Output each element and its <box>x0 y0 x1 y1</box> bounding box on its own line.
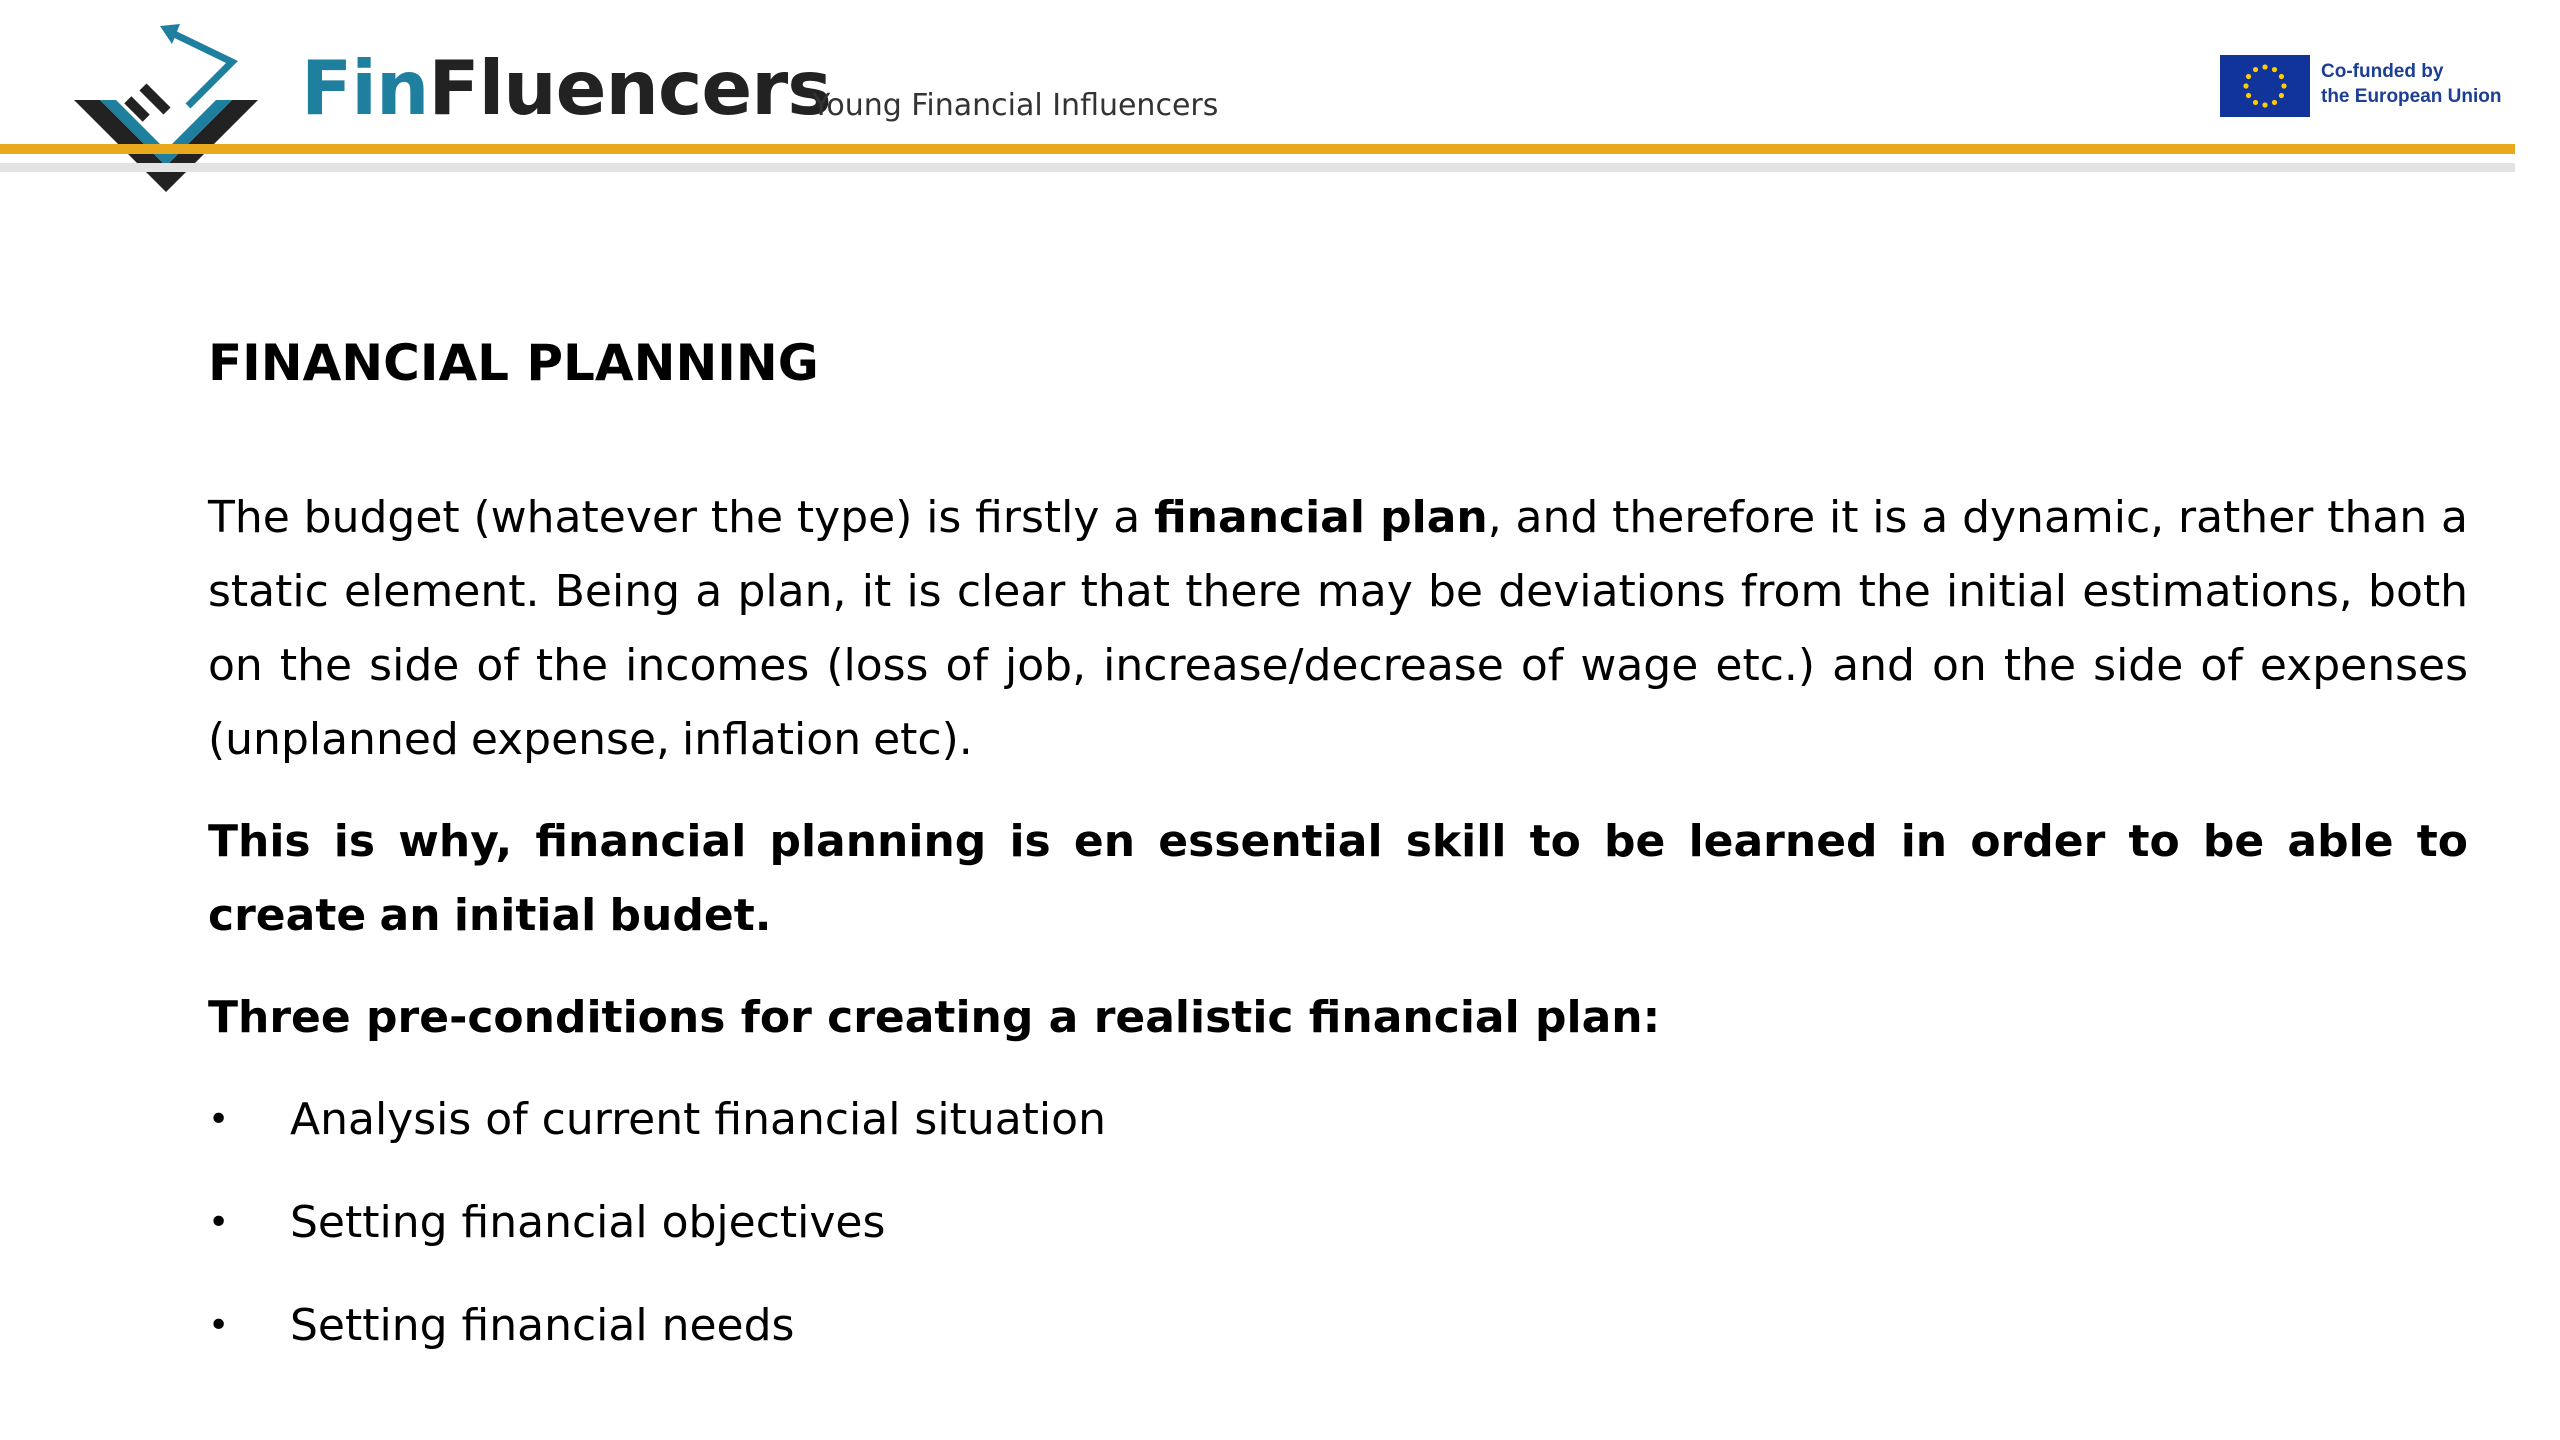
eu-star-icon <box>2279 93 2284 98</box>
list-item <box>208 1083 2468 1157</box>
eu-star-icon <box>2246 93 2251 98</box>
intro-text-start: The budget (whatever the type) is firstly a <box>208 492 1155 543</box>
header-gold-rule <box>0 144 2515 154</box>
list-item-text: Setting financial needs <box>290 1300 795 1351</box>
brand-fluencers: Fluencers <box>428 44 831 132</box>
eu-star-icon <box>2253 67 2258 72</box>
eu-star-icon <box>2281 83 2286 88</box>
eu-stars-icon <box>2220 55 2310 117</box>
list-item <box>208 1289 2468 1363</box>
list-item <box>208 1186 2468 1260</box>
slide-content <box>208 325 2468 1392</box>
eu-star-icon <box>2246 74 2251 79</box>
eu-star-icon <box>2243 83 2248 88</box>
eu-line-2: the European Union <box>2321 86 2502 107</box>
bullet-icon: • <box>208 1202 230 1243</box>
brand-fin: Fin <box>301 44 429 132</box>
bullet-icon: • <box>208 1305 230 1346</box>
preconditions-list <box>208 1083 2468 1363</box>
eu-line-1: Co-funded by <box>2321 61 2444 82</box>
slide-title: FINANCIAL PLANNING <box>208 334 819 392</box>
brand-name <box>301 38 831 138</box>
eu-flag-icon <box>2220 55 2310 117</box>
list-item-text: Setting financial objectives <box>290 1197 886 1248</box>
eu-star-icon <box>2262 64 2267 69</box>
intro-text-end: , and therefore it is a dynamic, rather than a static element. Being a plan, it is clear that there may be deviations from the initial estimations, both on the side of the incomes (loss of job, increase/decrease of wage etc.) and on the side of expenses (unplanned expense, inflation etc). <box>208 492 2468 765</box>
intro-paragraph <box>208 481 2468 777</box>
eu-star-icon <box>2253 100 2258 105</box>
header-gray-rule <box>0 163 2515 172</box>
eu-star-icon <box>2279 74 2284 79</box>
emphasis-paragraph: This is why, financial planning is en essential skill to be learned in order to be able to create an initial budet. <box>208 816 2468 941</box>
eu-star-icon <box>2272 67 2277 72</box>
finfluencers-logo-icon <box>66 12 266 202</box>
brand-tagline: Young Financial Influencers <box>812 88 1219 123</box>
list-item-text: Analysis of current financial situation <box>290 1094 1106 1145</box>
eu-star-icon <box>2262 102 2267 107</box>
bullet-icon: • <box>208 1099 230 1140</box>
eu-star-icon <box>2272 100 2277 105</box>
preconditions-heading: Three pre-conditions for creating a realistic financial plan: <box>208 992 1661 1043</box>
intro-bold-term: financial plan <box>1154 492 1488 543</box>
eu-cofunded-label <box>2321 59 2516 109</box>
